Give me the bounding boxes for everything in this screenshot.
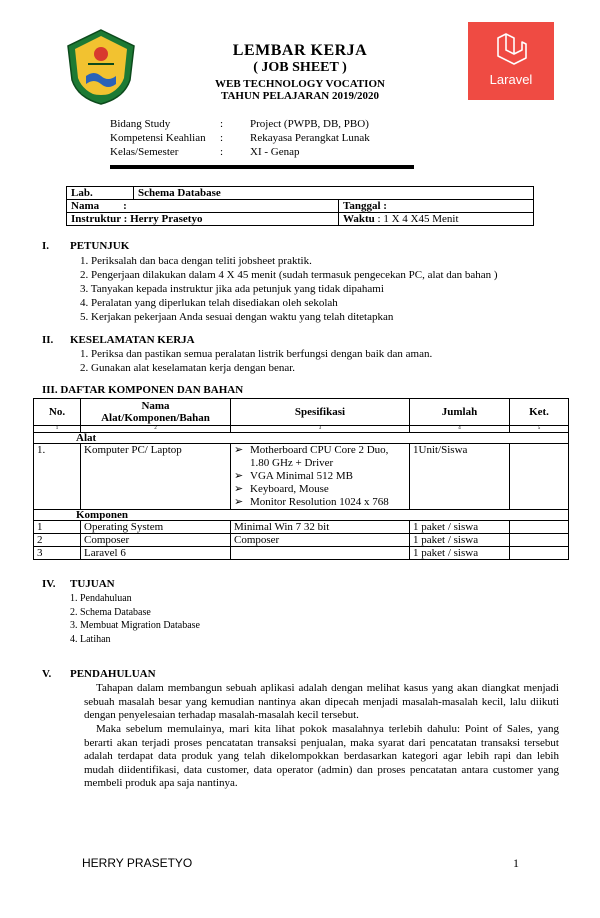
- waktu-field: Waktu : 1 X 4 X45 Menit: [339, 213, 534, 226]
- section-title-tujuan: TUJUAN: [70, 578, 115, 590]
- header-divider: [110, 165, 414, 169]
- section-number: I.: [42, 240, 50, 252]
- pendahuluan-paragraph-2: Maka sebelum memulainya, mari kita lihat pokok masalahnya terlebih dahulu: Point of Sales, yang berarti akan terjadi proses pencatatan transaksi penjualan, maka syarat dari pencatatan transaksi tersebut adalah terdapat data produk yang telah dikelompokkan berdasarkan kategori agar lebih rapi dan lebih mudah diidentifikasi, data customer, data operator (admin) dan proses pencatatan antara customer yang membeli produk apa saja nantinya.: [84, 723, 559, 790]
- nama-field: Nama :: [67, 200, 339, 213]
- list-item: 3. Tanyakan kepada instruktur jika ada petunjuk yang tidak dipahami: [80, 283, 384, 295]
- section-title-pendahuluan: PENDAHULUAN: [70, 668, 156, 680]
- meta-row: Kompetensi Keahlian : Rekayasa Perangkat Lunak: [110, 132, 370, 144]
- col-header-no: No.: [34, 399, 81, 426]
- list-item: 1. Periksalah dan baca dengan teliti jobsheet praktik.: [80, 255, 312, 267]
- lab-label: Lab.: [67, 187, 134, 200]
- col-header-spesifikasi: Spesifikasi: [231, 399, 410, 426]
- section-title-petunjuk: PETUNJUK: [70, 240, 130, 252]
- section-number: IV.: [42, 578, 56, 590]
- list-item: 2. Pengerjaan dilakukan dalam 4 X 45 menit (sudah termasuk pengecekan PC, alat dan bahan ): [80, 269, 498, 281]
- col-header-nama: Nama Alat/Komponen/Bahan: [81, 399, 231, 426]
- pendahuluan-paragraph-1: Tahapan dalam membangun sebuah aplikasi adalah dengan melihat kasus yang akan diangkat menjadi sebuah masalah besar yang kemudian nantinya akan dipecah menjadi masalah-masalah kecil, lalu diikuti dengan penyelesaian terhadap masalah-masalah kecil tersebut.: [84, 682, 559, 722]
- spec-item: ➢ VGA Minimal 512 MB: [234, 470, 406, 483]
- meta-row: Kelas/Semester : XI - Genap: [110, 146, 300, 158]
- list-item: 5. Kerjakan pekerjaan Anda sesuai dengan waktu yang telah ditetapkan: [80, 311, 394, 323]
- group-row-alat: Alat: [34, 433, 569, 444]
- west-java-emblem-logo: [64, 28, 138, 106]
- laravel-logo-text: Laravel: [489, 72, 533, 87]
- footer-author: HERRY PRASETYO: [82, 856, 193, 870]
- list-item: 2. Gunakan alat keselamatan kerja dengan benar.: [80, 362, 296, 374]
- table-row: 3 Laravel 6 1 paket / siswa: [34, 547, 569, 560]
- list-item: 2. Schema Database: [70, 606, 151, 618]
- tujuan-list: [70, 592, 200, 646]
- job-sheet-subtitle: ( JOB SHEET ): [253, 60, 347, 75]
- list-item: 1. Pendahuluan: [70, 593, 132, 604]
- school-year-line: TAHUN PELAJARAN 2019/2020: [220, 90, 380, 102]
- section-title-keselamatan: KESELAMATAN KERJA: [70, 334, 195, 346]
- spec-item: ➢ Keyboard, Mouse: [234, 483, 406, 496]
- spec-item: ➢ Motherboard CPU Core 2 Duo, 1.80 GHz + Driver: [234, 444, 406, 470]
- list-item: 1. Periksa dan pastikan semua peralatan listrik berfungsi dengan baik dan aman.: [80, 348, 433, 360]
- lab-info-table: [66, 186, 534, 226]
- col-header-ket: Ket.: [510, 399, 569, 426]
- spec-item: ➢ Monitor Resolution 1024 x 768: [234, 496, 406, 509]
- group-row-komponen: Komponen: [34, 510, 569, 521]
- petunjuk-list: [80, 254, 498, 324]
- table-row: 1 Operating System Minimal Win 7 32 bit 1 paket / siswa: [34, 521, 569, 534]
- page-number: 1: [513, 856, 519, 870]
- instruktur-field: Instruktur : Herry Prasetyo: [67, 213, 339, 226]
- section-number: V.: [42, 668, 52, 680]
- meta-row: Bidang Study : Project (PWPB, DB, PBO): [110, 118, 369, 130]
- index-row: 1 2 3 4 5: [34, 426, 569, 433]
- komponen-table: [33, 398, 569, 560]
- list-item: 4. Latihan: [70, 633, 111, 645]
- vocation-line: WEB TECHNOLOGY VOCATION: [215, 78, 385, 90]
- table-row: 1. Komputer PC/ Laptop ➢ Motherboard CPU Core 2 Duo, 1.80 GHz + Driver ➢ VGA Minimal 512 MB ➢ Keyboard, Mouse ➢ Monitor Resolution 1024 x 768 1Unit/Siswa: [34, 444, 569, 510]
- list-item: 4. Peralatan yang diperlukan telah disediakan oleh sekolah: [80, 297, 338, 309]
- keselamatan-list: [80, 347, 432, 375]
- col-header-jumlah: Jumlah: [410, 399, 510, 426]
- title-block: [150, 42, 450, 102]
- course-meta: [110, 117, 370, 159]
- laravel-logo: [468, 22, 554, 100]
- table-row: 2 Composer Composer 1 paket / siswa: [34, 534, 569, 547]
- section-title-komponen: III. DAFTAR KOMPONEN DAN BAHAN: [42, 384, 244, 396]
- lab-value: Schema Database: [134, 187, 534, 200]
- section-number: II.: [42, 334, 54, 346]
- spec-list: [234, 444, 406, 509]
- tanggal-field: Tanggal :: [339, 200, 534, 213]
- job-sheet-title: LEMBAR KERJA: [232, 42, 368, 59]
- laravel-icon: [494, 32, 528, 66]
- list-item: 3. Membuat Migration Database: [70, 620, 200, 631]
